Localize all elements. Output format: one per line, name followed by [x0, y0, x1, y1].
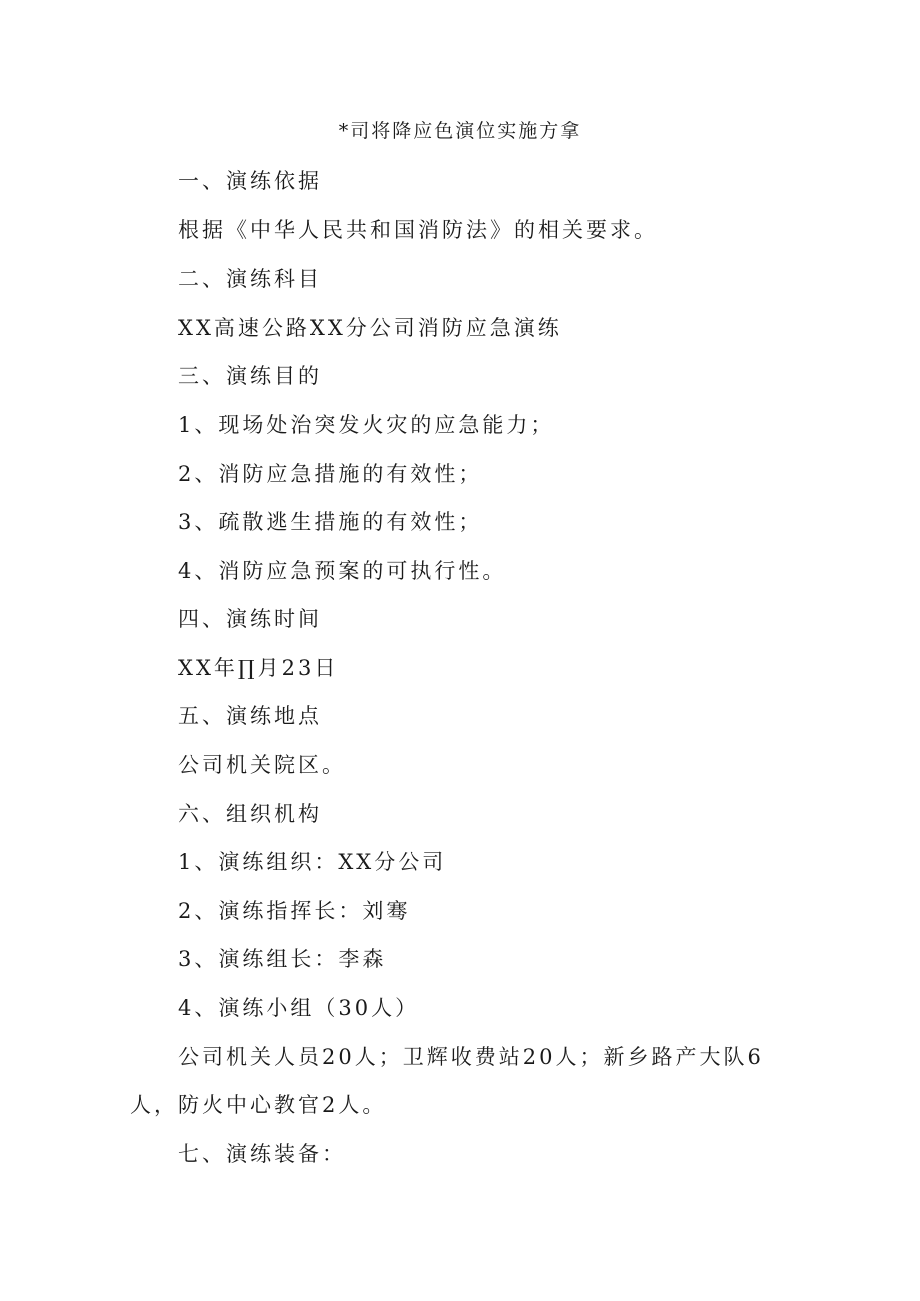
paragraph-location: 公司机关院区。: [178, 753, 346, 777]
section-heading-subject: 二、演练科目: [178, 267, 322, 291]
paragraph-team-members: 公司机关人员20人；卫辉收费站20人；新乡路产大队6: [178, 1045, 764, 1069]
paragraph-subject: XX高速公路XX分公司消防应急演练: [178, 316, 562, 340]
document-title: *司将降应色演位实施方拿: [338, 120, 582, 142]
section-heading-purpose: 三、演练目的: [178, 364, 322, 388]
list-item-organization-3: 3、演练组长：李森: [178, 947, 387, 971]
section-heading-equipment: 七、演练装备：: [178, 1142, 346, 1166]
list-item-purpose-1: 1、现场处治突发火灾的应急能力；: [178, 413, 555, 437]
list-item-purpose-3: 3、疏散逃生措施的有效性；: [178, 510, 483, 534]
paragraph-team-members-continued: 人，防火中心教官2人。: [130, 1093, 387, 1117]
section-heading-location: 五、演练地点: [178, 704, 322, 728]
section-heading-basis: 一、演练依据: [178, 169, 322, 193]
section-heading-time: 四、演练时间: [178, 607, 322, 631]
list-item-organization-2: 2、演练指挥长：刘骞: [178, 899, 411, 923]
list-item-purpose-2: 2、消防应急措施的有效性；: [178, 462, 483, 486]
list-item-purpose-4: 4、消防应急预案的可执行性。: [178, 559, 507, 583]
paragraph-basis: 根据《中华人民共和国消防法》的相关要求。: [178, 218, 658, 242]
paragraph-time: XX年∏月23日: [178, 656, 339, 680]
section-heading-organization: 六、组织机构: [178, 802, 322, 826]
list-item-organization-1: 1、演练组织：XX分公司: [178, 850, 447, 874]
list-item-organization-4: 4、演练小组（30人）: [178, 996, 420, 1020]
